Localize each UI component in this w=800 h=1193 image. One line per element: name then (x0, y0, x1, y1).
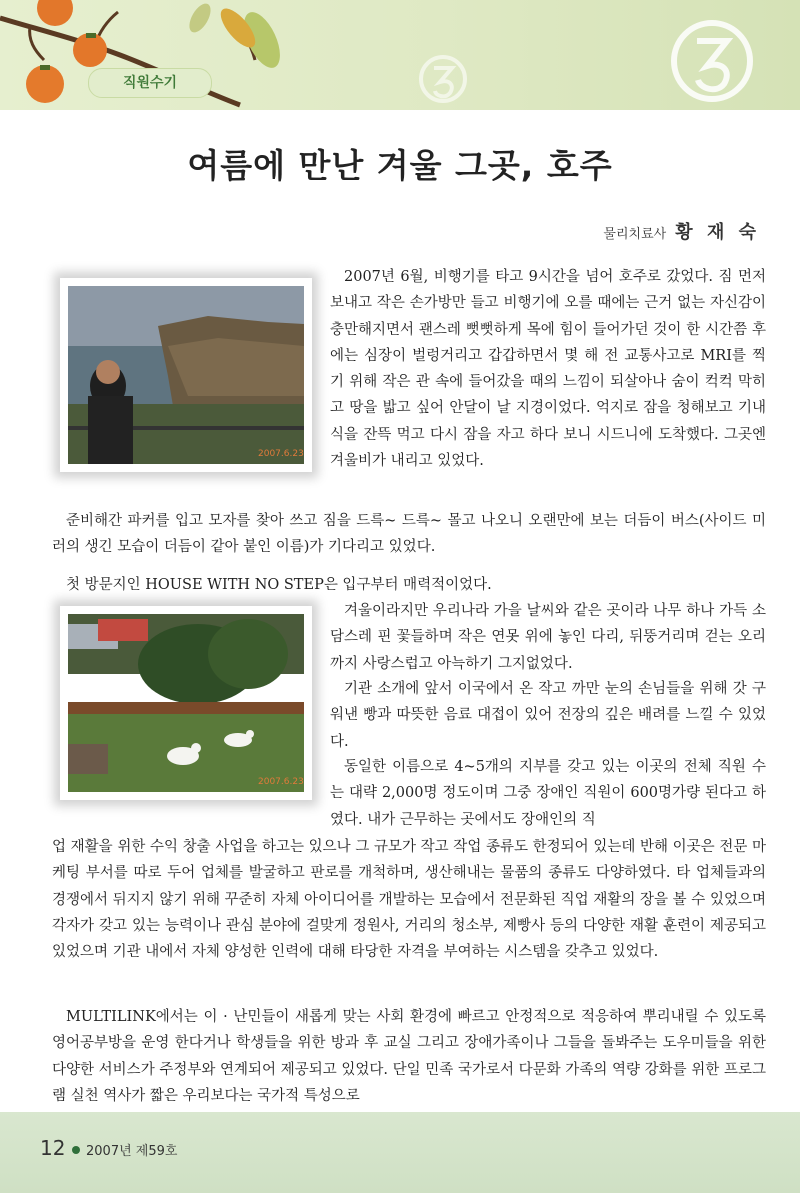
paragraph-first-visit: 첫 방문지인 HOUSE WITH NO STEP은 입구부터 매력적이었다. (66, 577, 492, 593)
photo-date-stamp: 2007.6.23 (258, 777, 304, 787)
paragraph-vocational: 업 재활을 위한 수익 창출 사업을 하고는 있으나 그 규모가 작고 작업 종류도 한정되어 있는데 반해 이곳은 전문 마케팅 부서를 따로 두어 업체를 발굴하고 판로를 개척하며, 생산해내는 물품의 종류도 다양하였다. 타 업체들과의 경쟁에서 뒤지지 않기 위해 꾸준히 자체 아이디어를 개발하는 모습에서 전문화된 직업 재활의 장을 볼 수 있었으며 각자가 갖고 있는 능력이나 관심 분야에 걸맞게 정원사, 거리의 청소부, 제빵사 등의 다양한 재활 훈련이 제공되고 있었으며 기관 내에서 자체 양성한 인력에 대해 타당한 자격을 부여하는 시스템을 갖추고 있었다. (52, 839, 766, 961)
page-footer (0, 1112, 800, 1193)
header-banner (0, 0, 800, 110)
photo-date-stamp: 2007.6.23 (258, 449, 304, 459)
paragraph-garden: 겨울이라지만 우리나라 가을 날씨와 같은 곳이라 나무 하나 가득 소담스레 핀 꽃들하며 작은 연못 위에 놓인 다리, 뒤뚱거리며 걷는 오리까지 사랑스럽고 아늑하기 그지없었다. (330, 603, 766, 672)
author-name: 황 재 숙 (675, 222, 760, 243)
byline (603, 218, 760, 244)
brand-mark-faint-icon (408, 44, 478, 110)
photo-garden-ducks (60, 606, 312, 800)
paragraph-staff: 동일한 이름으로 4~5개의 지부를 갖고 있는 이곳의 전체 직원 수는 대략 2,000명 정도이며 그중 장애인 직원이 600명가량 된다고 하였다. 내가 근무하는 곳에서도 장애인의 직 (330, 759, 766, 828)
paragraph-multilink: MULTILINK에서는 이 · 난민들이 새롭게 맞는 사회 환경에 빠르고 안정적으로 적응하여 뿌리내릴 수 있도록 영어공부방을 운영 한다거나 학생들을 위한 방과 후 교실 그리고 장애가족이나 그들을 돌봐주는 도우미들을 위한 다양한 서비스가 주정부와 연계되어 제공되고 있었다. 단일 민족 국가로서 다문화 가족의 역량 강화를 위한 프로그램 실천 역사가 짧은 우리보다는 국가적 특성으로 (52, 1009, 766, 1104)
section-tag: 직원수기 (88, 68, 212, 98)
paragraph-welcome: 기관 소개에 앞서 이국에서 온 작고 까만 눈의 손님들을 위해 갓 구워낸 빵과 따뜻한 음료 대접이 있어 전장의 깊은 배려를 느낄 수 있었다. (330, 681, 766, 750)
paragraph-bus: 준비해간 파커를 입고 모자를 찾아 쓰고 짐을 드륵~ 드륵~ 몰고 나오니 오랜만에 보는 더듬이 버스(사이드 미러의 생긴 모습이 더듬이 같아 붙인 이름)가 기다리고 있었다. (52, 513, 766, 556)
paragraph-arrival: 2007년 6월, 비행기를 타고 9시간을 넘어 호주로 갔었다. 짐 먼저 보내고 작은 손가방만 들고 비행기에 오를 때에는 근거 없는 자신감이 충만해지면서 괜스레 뻣뻣하게 목에 힘이 들어가던 것이 한 시간쯤 후에는 심장이 벌렁거리고 갑갑하면서 몇 해 전 교통사고로 MRI를 찍기 위해 작은 관 속에 들어갔을 때의 느낌이 되살아나 숨이 컥컥 막히고 땅을 밟고 싶어 안달이 날 지경이었다. 억지로 잠을 청해보고 기내식을 잔뜩 먹고 다시 잠을 자고 하다 보니 시드니에 도착했다. 그곳엔 겨울비가 내리고 있었다. (330, 269, 766, 470)
photo-coastal-cliff (60, 278, 312, 472)
author-role: 물리치료사 (603, 227, 667, 242)
bullet-dot-icon (72, 1146, 80, 1154)
brand-mark-icon (652, 6, 772, 106)
coastal-cliff-image (68, 286, 304, 464)
article-title: 여름에 만난 겨울 그곳, 호주 (187, 146, 613, 185)
issue-label: 2007년 제59호 (86, 1144, 178, 1159)
garden-ducks-image (68, 614, 304, 792)
page-number: 12 (40, 1136, 66, 1160)
